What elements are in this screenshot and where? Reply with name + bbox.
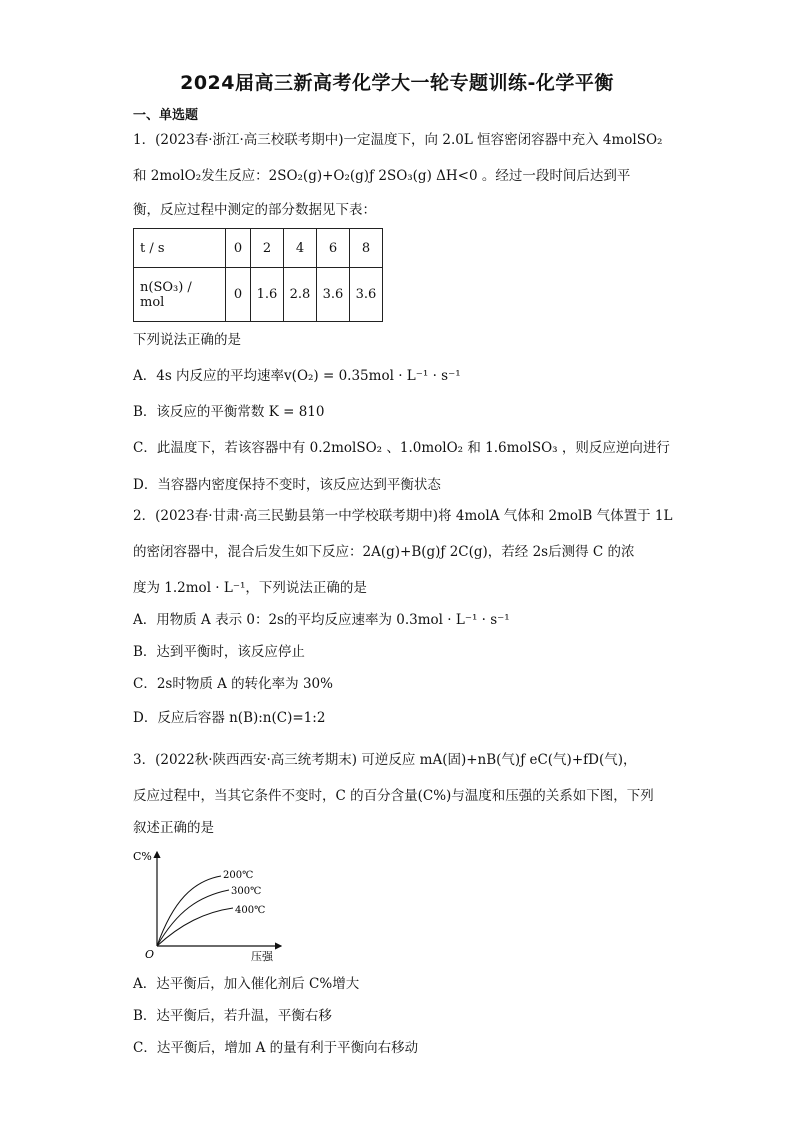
table-cell: 0	[226, 268, 251, 322]
curve-200	[157, 876, 221, 946]
q1-stem: 下列说法正确的是	[133, 332, 241, 348]
q3-line-2: 反应过程中，当其它条件不变时，C 的百分含量(C%)与温度和压强的关系如下图，下列	[133, 788, 654, 804]
q2-option-c: C．2s时物质 A 的转化率为 30%	[133, 676, 333, 692]
q3-line-3: 叙述正确的是	[133, 820, 214, 836]
q1-data-table	[133, 228, 383, 322]
q3-figure	[133, 846, 293, 964]
table-cell: 2	[251, 229, 284, 268]
q3-option-a: A．达平衡后，加入催化剂后 C%增大	[133, 976, 360, 992]
q2-line-1: 2．(2023春·甘肃·高三民勤县第一中学校联考期中)将 4molA 气体和 2molB 气体置于 1L	[133, 508, 673, 524]
table-header-time: t / s	[134, 229, 226, 268]
y-axis-label: C%	[133, 850, 152, 863]
curve-label-300: 300℃	[231, 886, 262, 897]
table-cell: 2.8	[284, 268, 317, 322]
q2-option-b: B．达到平衡时，该反应停止	[133, 644, 305, 660]
curve-400	[157, 908, 233, 946]
q1-option-d: D．当容器内密度保持不变时，该反应达到平衡状态	[133, 477, 441, 493]
x-axis-label: 压强	[251, 950, 273, 963]
table-cell: 3.6	[350, 268, 383, 322]
q3-line-1: 3．(2022秋·陕西西安·高三统考期末) 可逆反应 mA(固)+nB(气)ƒ eC(气)+fD(气)，	[133, 752, 637, 768]
table-cell: 4	[284, 229, 317, 268]
q2-line-3: 度为 1.2mol · L⁻¹，下列说法正确的是	[133, 580, 367, 596]
q1-option-a: A．4s 内反应的平均速率v(O₂) = 0.35mol · L⁻¹ · s⁻¹	[133, 368, 461, 384]
q1-line-3: 衡，反应过程中测定的部分数据见下表：	[133, 202, 376, 218]
curve-300	[157, 890, 229, 946]
q1-option-c: C．此温度下，若该容器中有 0.2molSO₂ 、1.0molO₂ 和 1.6molSO₃ ，则反应逆向进行	[133, 440, 670, 456]
q2-line-2: 的密闭容器中，混合后发生如下反应：2A(g)+B(g)ƒ 2C(g)，若经 2s后测得 C 的浓	[133, 544, 635, 560]
table-row	[134, 229, 383, 268]
table-cell: 3.6	[317, 268, 350, 322]
document-title: 2024届高三新高考化学大一轮专题训练-化学平衡	[180, 72, 614, 94]
table-cell: 0	[226, 229, 251, 268]
table-row	[134, 268, 383, 322]
table-cell: 8	[350, 229, 383, 268]
origin-label: O	[145, 948, 155, 961]
q1-option-b: B．该反应的平衡常数 K = 810	[133, 404, 325, 420]
q1-line-1: 1．(2023春·浙江·高三校联考期中)一定温度下，向 2.0L 恒容密闭容器中充入 4molSO₂	[133, 132, 663, 148]
curve-label-200: 200℃	[223, 870, 254, 881]
table-cell: 6	[317, 229, 350, 268]
q2-option-a: A．用物质 A 表示 0：2s的平均反应速率为 0.3mol · L⁻¹ · s⁻¹	[133, 612, 510, 628]
q3-option-c: C．达平衡后，增加 A 的量有利于平衡向右移动	[133, 1040, 419, 1056]
q2-option-d: D．反应后容器 n(B):n(C)=1:2	[133, 710, 326, 726]
curve-label-400: 400℃	[235, 905, 266, 916]
table-header-amount: n(SO₃) / mol	[134, 268, 226, 322]
q1-line-2: 和 2molO₂发生反应：2SO₂(g)+O₂(g)ƒ 2SO₃(g) ΔH<0 。经过一段时间后达到平	[133, 168, 631, 184]
section-heading: 一、单选题	[133, 108, 199, 123]
table-cell: 1.6	[251, 268, 284, 322]
q3-option-b: B．达平衡后，若升温，平衡右移	[133, 1008, 332, 1024]
